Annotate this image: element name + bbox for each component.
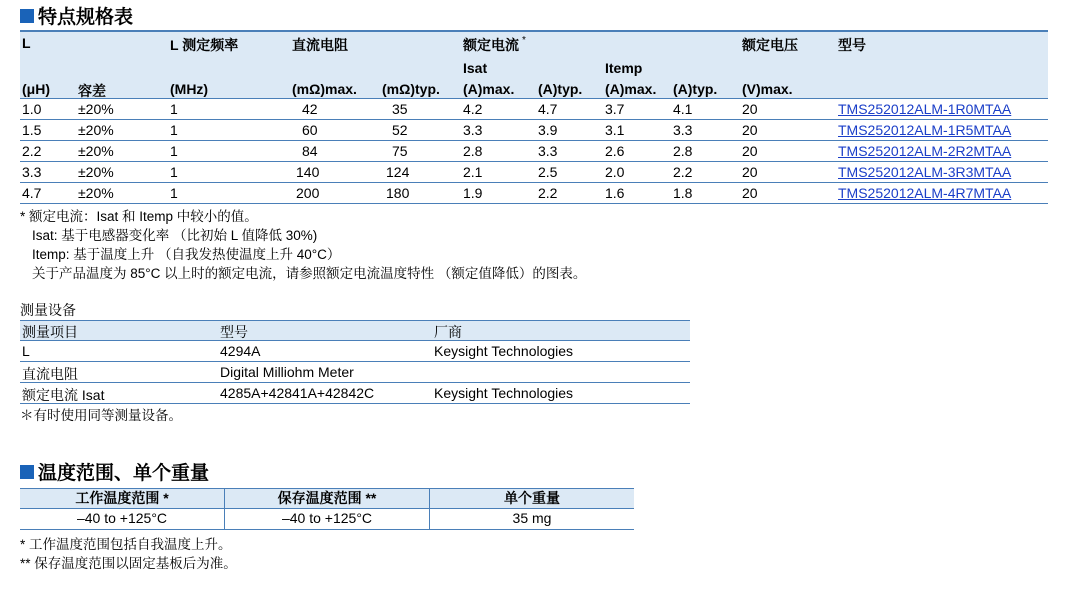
equipment-table — [20, 320, 690, 404]
header-mhz: (MHz) — [170, 81, 209, 97]
cell-freq: 1 — [170, 101, 178, 117]
cell-inductance: 4.7 — [22, 185, 42, 201]
equipment-title: 测量设备 — [20, 302, 76, 318]
temp-note-operating: * 工作温度范围包括自我温度上升。 — [20, 537, 232, 552]
cell-model: Digital Milliohm Meter — [220, 364, 354, 380]
spec-section-title — [20, 2, 133, 29]
cell-isat-max: 2.1 — [463, 164, 483, 180]
table-row — [20, 120, 1048, 141]
cell-voltage: 20 — [742, 143, 758, 159]
header-rated-voltage: 额定电压 — [742, 37, 798, 53]
header-l: L — [22, 35, 31, 51]
cell-weight: 35 mg — [512, 510, 552, 526]
table-row — [20, 362, 690, 383]
spec-table — [20, 30, 1048, 204]
cell-dcr-typ: 180 — [386, 185, 410, 201]
header-isat: Isat — [463, 60, 488, 76]
cell-freq: 1 — [170, 122, 178, 138]
cell-isat-max: 2.8 — [463, 143, 483, 159]
cell-tolerance: ±20% — [78, 122, 114, 138]
spec-note-itemp: Itemp: 基于温度上升 （自我发热使温度上升 40°C） — [32, 247, 341, 262]
cell-itemp-max: 2.0 — [605, 164, 625, 180]
header-weight: 单个重量 — [504, 490, 560, 506]
spec-note-temperature: 关于产品温度为 85°C 以上时的额定电流，请参照额定电流温度特性 （额定值降低）的图表。 — [32, 266, 587, 281]
header-rated-mark: * — [522, 35, 526, 46]
equipment-table-header — [20, 320, 690, 341]
header-maker: 厂商 — [434, 324, 462, 340]
cell-dcr-max: 200 — [296, 185, 320, 201]
temp-section-title-text: 温度范围、单个重量 — [38, 463, 210, 484]
cell-storage-temp: –40 to +125°C — [225, 509, 430, 529]
equipment-note: ＊有时使用同等测量设备。 — [20, 408, 182, 423]
spec-section-title-text: 特点规格表 — [38, 7, 134, 28]
temp-section-title — [20, 458, 209, 485]
temp-note-storage: ** 保存温度范围以固定基板后为准。 — [20, 556, 237, 571]
cell-isat-typ: 2.5 — [538, 164, 558, 180]
cell-inductance: 1.5 — [22, 122, 42, 138]
cell-dcr-max: 60 — [302, 122, 318, 138]
table-row — [20, 341, 690, 362]
model-link[interactable]: TMS252012ALM-4R7MTAA — [838, 185, 1012, 201]
table-row — [20, 141, 1048, 162]
spec-table-header — [20, 30, 1048, 99]
cell-dcr-max: 42 — [302, 101, 318, 117]
cell-itemp-max: 3.7 — [605, 101, 625, 117]
temp-table-header — [20, 489, 634, 509]
model-link[interactable]: TMS252012ALM-1R0MTAA — [838, 101, 1012, 117]
header-v-max: (V)max. — [742, 81, 793, 97]
cell-isat-typ: 3.9 — [538, 122, 558, 138]
cell-itemp-typ: 2.2 — [673, 164, 693, 180]
cell-item: L — [22, 343, 30, 359]
cell-itemp-max: 1.6 — [605, 185, 625, 201]
cell-isat-typ: 2.2 — [538, 185, 558, 201]
header-freq: L 测定频率 — [170, 37, 239, 53]
header-dcr-typ: (mΩ)typ. — [382, 81, 440, 97]
cell-isat-typ: 4.7 — [538, 101, 558, 117]
cell-voltage: 20 — [742, 185, 758, 201]
temp-table — [20, 488, 634, 530]
cell-inductance: 3.3 — [22, 164, 42, 180]
section-square-icon — [20, 9, 34, 23]
cell-maker: Keysight Technologies — [434, 343, 574, 359]
cell-maker: Keysight Technologies — [434, 385, 574, 401]
cell-item: 直流电阻 — [22, 366, 78, 382]
cell-isat-max: 3.3 — [463, 122, 483, 138]
header-operating-temp: 工作温度范围 * — [20, 489, 225, 508]
cell-tolerance: ±20% — [78, 164, 114, 180]
cell-itemp-typ: 1.8 — [673, 185, 693, 201]
cell-operating-temp: –40 to +125°C — [20, 509, 225, 529]
cell-freq: 1 — [170, 185, 178, 201]
header-dcr: 直流电阻 — [292, 37, 348, 53]
header-rated-current — [463, 35, 526, 55]
header-itemp-typ: (A)typ. — [673, 81, 718, 97]
cell-itemp-max: 2.6 — [605, 143, 625, 159]
header-isat-max: (A)max. — [463, 81, 515, 97]
spec-note-rated: * 额定电流：Isat 和 Itemp 中较小的值。 — [20, 209, 258, 224]
cell-dcr-typ: 52 — [392, 122, 408, 138]
cell-voltage: 20 — [742, 164, 758, 180]
table-row — [20, 183, 1048, 204]
model-link[interactable]: TMS252012ALM-2R2MTAA — [838, 143, 1012, 159]
header-dcr-max: (mΩ)max. — [292, 81, 357, 97]
header-isat-typ: (A)typ. — [538, 81, 583, 97]
header-tolerance: 容差 — [78, 83, 106, 99]
cell-isat-typ: 3.3 — [538, 143, 558, 159]
header-rated-text: 额定电流 — [463, 37, 519, 53]
cell-inductance: 1.0 — [22, 101, 42, 117]
cell-dcr-typ: 35 — [392, 101, 408, 117]
header-model: 型号 — [838, 37, 866, 53]
header-item: 测量项目 — [22, 324, 78, 340]
header-itemp-max: (A)max. — [605, 81, 657, 97]
cell-tolerance: ±20% — [78, 185, 114, 201]
cell-isat-max: 4.2 — [463, 101, 483, 117]
header-model: 型号 — [220, 324, 248, 340]
table-row — [20, 162, 1048, 183]
spec-note-isat: Isat: 基于电感器变化率 （比初始 L 值降低 30%) — [32, 228, 318, 243]
header-itemp: Itemp — [605, 60, 643, 76]
cell-itemp-max: 3.1 — [605, 122, 625, 138]
cell-itemp-typ: 2.8 — [673, 143, 693, 159]
table-row — [20, 509, 634, 530]
cell-dcr-typ: 124 — [386, 164, 410, 180]
cell-model: 4294A — [220, 343, 261, 359]
header-storage-temp: 保存温度范围 ** — [225, 489, 430, 508]
cell-dcr-max: 84 — [302, 143, 318, 159]
cell-tolerance: ±20% — [78, 143, 114, 159]
header-uh: (μH) — [22, 81, 50, 97]
cell-model: 4285A+42841A+42842C — [220, 385, 375, 401]
cell-freq: 1 — [170, 143, 178, 159]
cell-itemp-typ: 3.3 — [673, 122, 693, 138]
cell-freq: 1 — [170, 164, 178, 180]
cell-voltage: 20 — [742, 101, 758, 117]
section-square-icon — [20, 465, 34, 479]
cell-voltage: 20 — [742, 122, 758, 138]
cell-isat-max: 1.9 — [463, 185, 483, 201]
table-row — [20, 383, 690, 404]
cell-itemp-typ: 4.1 — [673, 101, 693, 117]
model-link[interactable]: TMS252012ALM-1R5MTAA — [838, 122, 1012, 138]
model-link[interactable]: TMS252012ALM-3R3MTAA — [838, 164, 1012, 180]
cell-dcr-typ: 75 — [392, 143, 408, 159]
cell-dcr-max: 140 — [296, 164, 320, 180]
table-row — [20, 99, 1048, 120]
cell-item: 额定电流 Isat — [22, 387, 105, 403]
cell-inductance: 2.2 — [22, 143, 42, 159]
cell-tolerance: ±20% — [78, 101, 114, 117]
